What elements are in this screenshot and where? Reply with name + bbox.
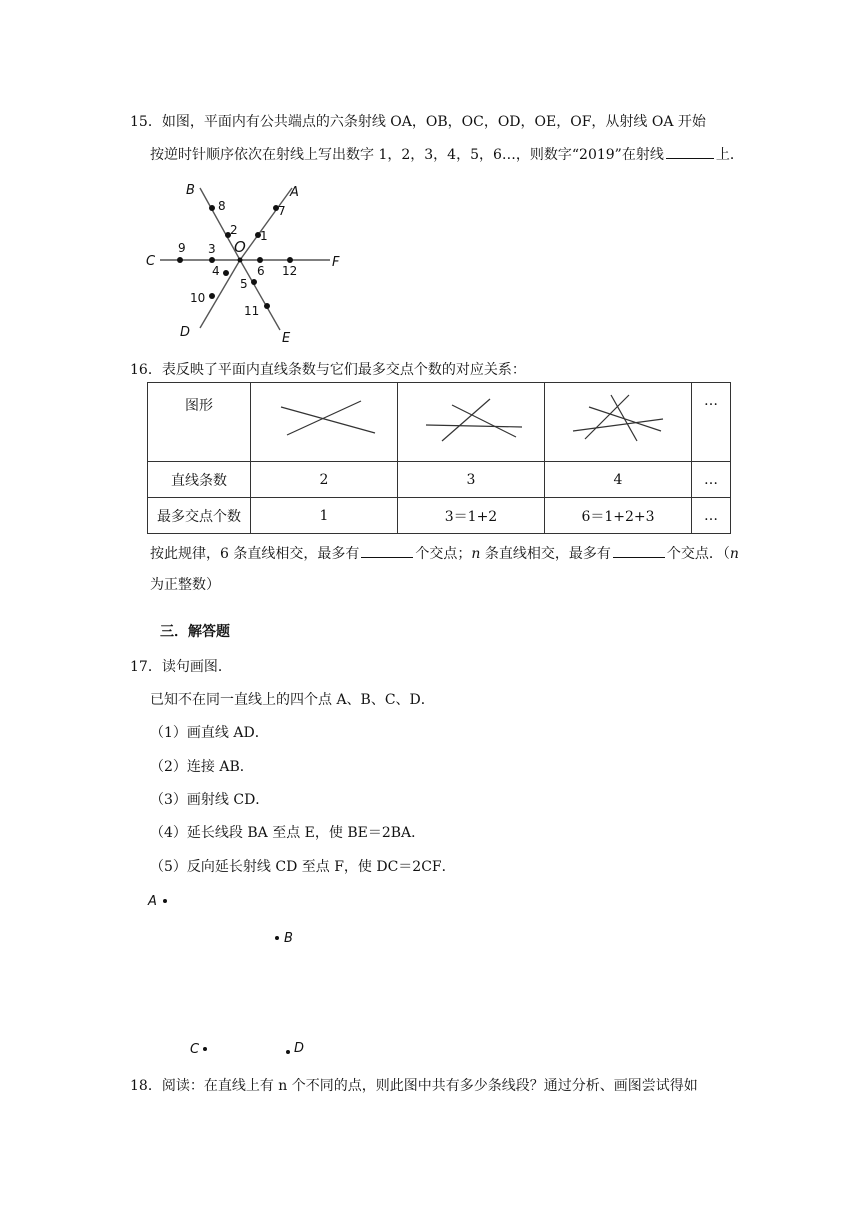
q17-given: 已知不在同一直线上的四个点 A、B、C、D． (150, 692, 435, 708)
line-count-4: 4 (545, 462, 692, 498)
four-lines-figure (545, 383, 691, 457)
q17-step-1: （1）画直线 AD． (150, 725, 269, 741)
q17-points-figure (140, 885, 380, 1065)
label-b: B (186, 183, 195, 198)
q15-line2 (150, 144, 744, 165)
point-11 (264, 303, 270, 309)
q17-step-5: （5）反向延长射线 CD 至点 F，使 DC＝2CF． (150, 859, 456, 875)
num-11: 11 (244, 304, 260, 318)
header-line-count: 直线条数 (148, 462, 251, 498)
q16-blank-n-lines[interactable] (613, 543, 665, 558)
three-lines-figure (398, 383, 544, 457)
q15-text-line2-end: 上． (715, 147, 744, 163)
ray-oa (240, 188, 292, 260)
point-5 (251, 279, 257, 285)
point-3 (209, 257, 215, 263)
q16-table (147, 382, 731, 534)
intersections-3: 3＝1+2 (398, 498, 545, 534)
label-c: C (146, 254, 156, 269)
label-d: D (180, 325, 191, 340)
point-a-label: A (148, 894, 157, 909)
num-2: 2 (230, 223, 238, 237)
header-intersections: 最多交点个数 (148, 498, 251, 534)
q16-number: 16． (130, 362, 162, 378)
point-6 (257, 257, 263, 263)
figure-4-lines (545, 383, 692, 462)
figure-ellipsis: … (692, 383, 731, 462)
q15-ray-figure (140, 178, 360, 348)
point-4 (223, 270, 229, 276)
q17-title: 17．读句画图． (130, 659, 232, 675)
section-heading: 三．解答题 (160, 624, 230, 640)
q18-line1: 18．阅读：在直线上有 n 个不同的点，则此图中共有多少条线段？通过分析、画图尝试得如 (130, 1078, 698, 1094)
label-e: E (282, 331, 291, 346)
num-3: 3 (208, 242, 216, 256)
two-lines-figure (251, 383, 397, 457)
q16-intro-text: 表反映了平面内直线条数与它们最多交点个数的对应关系： (161, 362, 526, 378)
point-8 (209, 205, 215, 211)
q17-number: 17． (130, 659, 162, 675)
line-count-ellipsis: … (692, 462, 731, 498)
table-row-line-count (148, 462, 731, 498)
q16-intro (130, 360, 526, 380)
point-9 (177, 257, 183, 263)
q16-after-line1: 按此规律，6 条直线相交，最多有 个交点；n 条直线相交，最多有 个交点．（n (150, 543, 739, 564)
line-count-2: 2 (251, 462, 398, 498)
header-figure: 图形 (148, 383, 251, 462)
point-c (203, 1047, 207, 1051)
figure-3-lines (398, 383, 545, 462)
table-row-intersections (148, 498, 731, 534)
q17-step-3: （3）画射线 CD． (150, 792, 270, 808)
point-c-label: C (190, 1042, 200, 1057)
figure-2-lines (251, 383, 398, 462)
intersections-ellipsis: … (692, 498, 731, 534)
num-8: 8 (218, 199, 226, 213)
num-7: 7 (278, 204, 286, 218)
point-10 (209, 293, 215, 299)
point-12 (287, 257, 293, 263)
q15-number: 15． (130, 114, 162, 130)
point-a (163, 899, 167, 903)
intersections-4: 6＝1+2+3 (545, 498, 692, 534)
q15-text-line1: 如图，平面内有公共端点的六条射线 OA，OB，OC，OD，OE，OF，从射线 OA 开始 (161, 114, 706, 130)
num-4: 4 (212, 264, 220, 278)
label-o: O (234, 238, 246, 256)
num-6: 6 (257, 264, 265, 278)
line-count-3: 3 (398, 462, 545, 498)
q17-step-2: （2）连接 AB． (150, 759, 254, 775)
q16-blank-6-lines[interactable] (361, 543, 413, 558)
table-row-figure (148, 383, 731, 462)
q18-number: 18． (130, 1078, 162, 1094)
point-b-label: B (284, 931, 293, 946)
num-10: 10 (190, 291, 206, 305)
q17-step-4: （4）延长线段 BA 至点 E，使 BE＝2BA． (150, 825, 426, 841)
num-9: 9 (178, 241, 186, 255)
num-12: 12 (282, 264, 298, 278)
ray-od (200, 260, 240, 328)
point-d-label: D (294, 1041, 305, 1056)
num-5: 5 (240, 277, 248, 291)
num-1: 1 (260, 229, 268, 243)
point-o (238, 258, 243, 263)
point-b (275, 936, 279, 940)
label-f: F (332, 255, 340, 270)
q15-text-line2: 按逆时针顺序依次在射线上写出数字 1，2，3，4，5，6…，则数字“2019”在射线 (150, 147, 664, 163)
point-d (286, 1050, 290, 1054)
intersections-2: 1 (251, 498, 398, 534)
q15-line1 (130, 112, 706, 132)
label-a: A (290, 185, 299, 200)
q16-after-line2: 为正整数） (150, 577, 220, 593)
q15-answer-blank[interactable] (666, 144, 714, 159)
